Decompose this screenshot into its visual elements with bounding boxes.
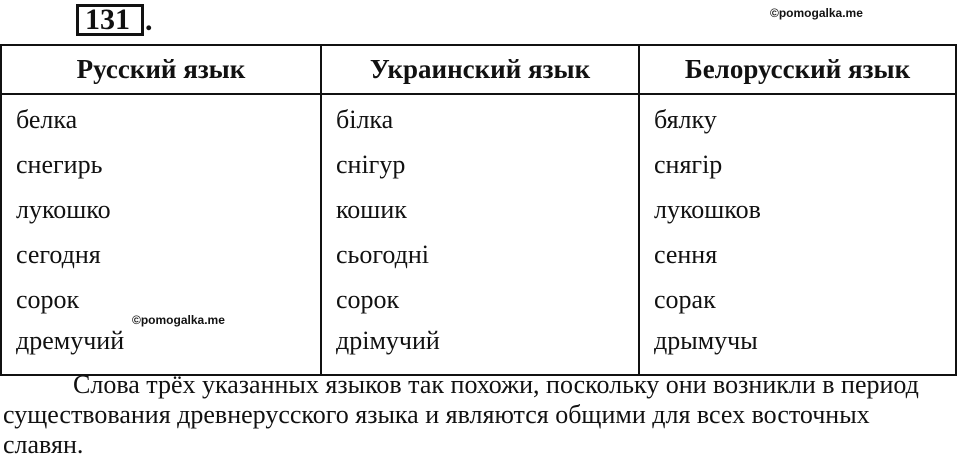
table-row — [1, 142, 956, 187]
watermark-middle: ©pomogalka.me — [132, 313, 225, 327]
cell-belarusian: дрымучы — [639, 322, 956, 375]
header-belarusian: Белорусский язык — [639, 45, 956, 94]
cell-belarusian: снягір — [639, 142, 956, 187]
table-row — [1, 94, 956, 142]
cell-belarusian: лукошков — [639, 187, 956, 232]
table-row — [1, 232, 956, 277]
cell-ukrainian: дрімучий — [321, 322, 639, 375]
cell-ukrainian: сорок — [321, 277, 639, 322]
cell-russian: лукошко — [1, 187, 321, 232]
cell-ukrainian: білка — [321, 94, 639, 142]
cell-belarusian: бялку — [639, 94, 956, 142]
exercise-number: 131 — [76, 4, 144, 36]
answer-paragraph: Слова трёх указанных языков так похожи, поскольку они возникли в период существования древнерусского языка и являются общими для всех восточных славян. — [3, 370, 919, 459]
exercise-number-dot: . — [145, 4, 153, 37]
cell-russian: сегодня — [1, 232, 321, 277]
cell-belarusian: сорак — [639, 277, 956, 322]
cell-ukrainian: кошик — [321, 187, 639, 232]
cell-russian: белка — [1, 94, 321, 142]
table-header-row — [1, 45, 956, 94]
cell-ukrainian: сьогодні — [321, 232, 639, 277]
cell-ukrainian: снігур — [321, 142, 639, 187]
header-ukrainian: Украинский язык — [321, 45, 639, 94]
watermark-top: ©pomogalka.me — [770, 6, 863, 20]
cell-russian: снегирь — [1, 142, 321, 187]
header-russian: Русский язык — [1, 45, 321, 94]
table-row — [1, 322, 956, 375]
cell-russian: сорок — [1, 277, 321, 322]
table-row — [1, 187, 956, 232]
cell-belarusian: сення — [639, 232, 956, 277]
cell-russian: дремучий — [1, 322, 321, 375]
